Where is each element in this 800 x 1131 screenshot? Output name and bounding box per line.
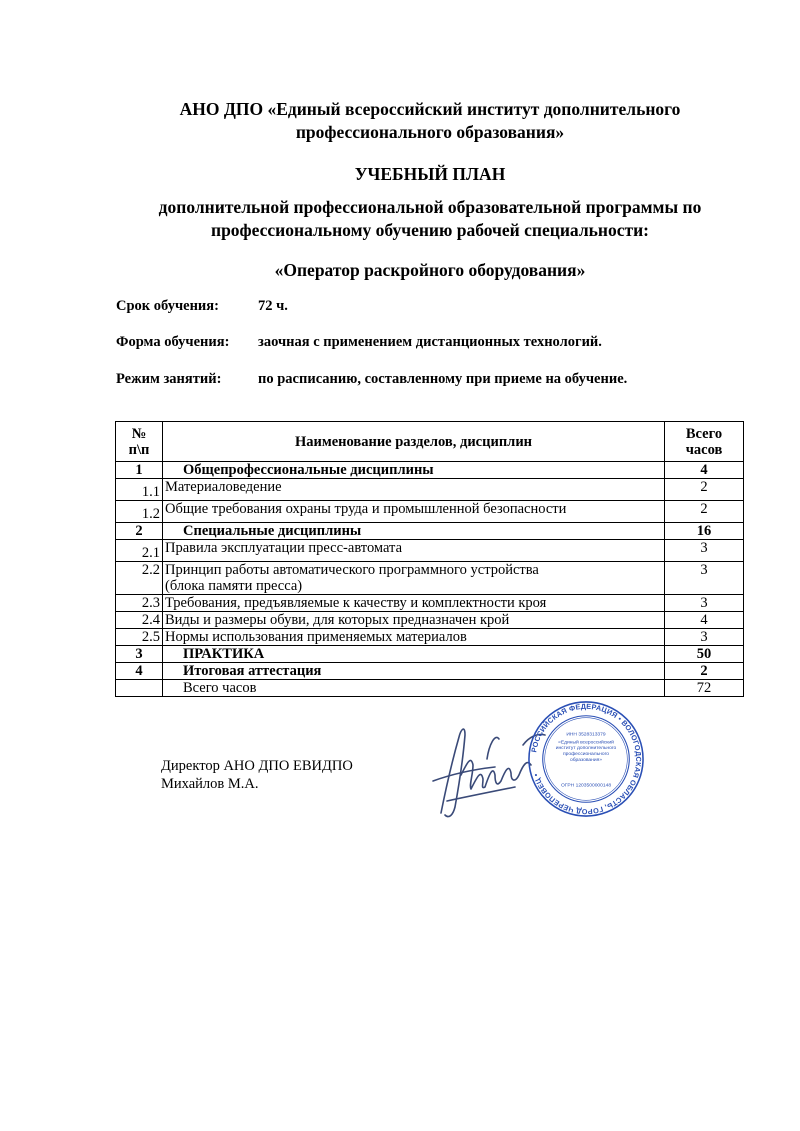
form-label: Форма обучения: xyxy=(116,334,230,350)
mode-label: Режим занятий: xyxy=(116,371,222,387)
header-hours-line1: Всего xyxy=(685,425,723,442)
row-num: 1.2 xyxy=(116,501,163,523)
row-num: 4 xyxy=(116,663,163,680)
signer-title: Директор АНО ДПО ЕВИДПО xyxy=(161,758,353,774)
duration-label: Срок обучения: xyxy=(116,298,219,314)
table-total-row xyxy=(116,680,744,697)
header-num-line1: № xyxy=(131,425,147,442)
row-name: Итоговая аттестация xyxy=(163,663,665,680)
program-description: дополнительной профессиональной образовательной программы по профессиональному обучению рабочей специальности: xyxy=(158,197,702,240)
curriculum-table xyxy=(115,421,744,697)
stamp-inn: ИНН 3528313379 xyxy=(566,732,606,738)
row-num: 2 xyxy=(116,523,163,540)
stamp-outer-text: РОССИЙСКАЯ ФЕДЕРАЦИЯ • ВОЛОГОДСКАЯ ОБЛАСТЬ, ГОРОД ЧЕРЕПОВЕЦ • xyxy=(529,701,644,817)
table-row xyxy=(116,523,744,540)
row-hours: 16 xyxy=(665,523,744,540)
row-hours: 4 xyxy=(665,612,744,629)
row-num: 3 xyxy=(116,646,163,663)
header-num xyxy=(116,422,163,462)
row-hours: 2 xyxy=(665,479,744,501)
stamp-inner-text: «Единый всероссийский институт дополнительного профессионального образования» xyxy=(555,739,617,763)
row-num: 2.2 xyxy=(116,562,163,595)
table-row xyxy=(116,501,744,523)
row-name: Требования, предъявляемые к качеству и комплектности кроя xyxy=(163,595,665,612)
row-num: 2.3 xyxy=(116,595,163,612)
table-row xyxy=(116,562,744,595)
form-value: заочная с применением дистанционных технологий. xyxy=(258,334,602,350)
header-hours-line2: часов xyxy=(685,441,723,458)
row-name: Нормы использования применяемых материалов xyxy=(163,629,665,646)
row-hours: 50 xyxy=(665,646,744,663)
row-num: 1.1 xyxy=(116,479,163,501)
row-name: ПРАКТИКА xyxy=(163,646,665,663)
header-name: Наименование разделов, дисциплин xyxy=(163,422,665,462)
table-row xyxy=(116,629,744,646)
table-row xyxy=(116,540,744,562)
row-num: 1 xyxy=(116,462,163,479)
document-title: УЧЕБНЫЙ ПЛАН xyxy=(354,164,506,184)
row-hours: 2 xyxy=(665,501,744,523)
row-name: Общие требования охраны труда и промышленной безопасности xyxy=(163,501,665,523)
row-name: Специальные дисциплины xyxy=(163,523,665,540)
table-row xyxy=(116,646,744,663)
stamp-inner-block xyxy=(549,739,624,776)
header-hours xyxy=(665,422,744,462)
row-num: 2.4 xyxy=(116,612,163,629)
total-hours: 72 xyxy=(665,680,744,697)
row-name: Материаловедение xyxy=(163,479,665,501)
row-num: 2.1 xyxy=(116,540,163,562)
row-name: Общепрофессиональные дисциплины xyxy=(163,462,665,479)
header-num-line2: п\п xyxy=(128,441,150,458)
organization-name: АНО ДПО «Единый всероссийский институт дополнительного профессионального образования» xyxy=(179,99,681,142)
row-hours: 3 xyxy=(665,540,744,562)
table-row xyxy=(116,663,744,680)
mode-value: по расписанию, составленному при приеме на обучение. xyxy=(258,371,628,387)
row-name: Правила эксплуатации пресс-автомата xyxy=(163,540,665,562)
duration-value: 72 ч. xyxy=(258,298,288,314)
row-hours: 3 xyxy=(665,595,744,612)
row-name: Принцип работы автоматического программного устройства (блока памяти пресса) xyxy=(163,562,665,595)
table-row xyxy=(116,479,744,501)
signer-name: Михайлов М.А. xyxy=(161,776,259,792)
row-num: 2.5 xyxy=(116,629,163,646)
table-row xyxy=(116,612,744,629)
row-hours: 4 xyxy=(665,462,744,479)
row-hours: 3 xyxy=(665,562,744,595)
table-row xyxy=(116,595,744,612)
row-hours: 2 xyxy=(665,663,744,680)
stamp-ogrn: ОГРН 1203500000148 xyxy=(560,783,612,789)
total-num-cell xyxy=(116,680,163,697)
total-label: Всего часов xyxy=(163,680,665,697)
organization-stamp xyxy=(527,700,645,818)
row-hours: 3 xyxy=(665,629,744,646)
table-header-row xyxy=(116,422,744,462)
table-row xyxy=(116,462,744,479)
signer-block xyxy=(161,757,353,793)
program-name: «Оператор раскройного оборудования» xyxy=(274,260,586,280)
row-name: Виды и размеры обуви, для которых предназначен крой xyxy=(163,612,665,629)
